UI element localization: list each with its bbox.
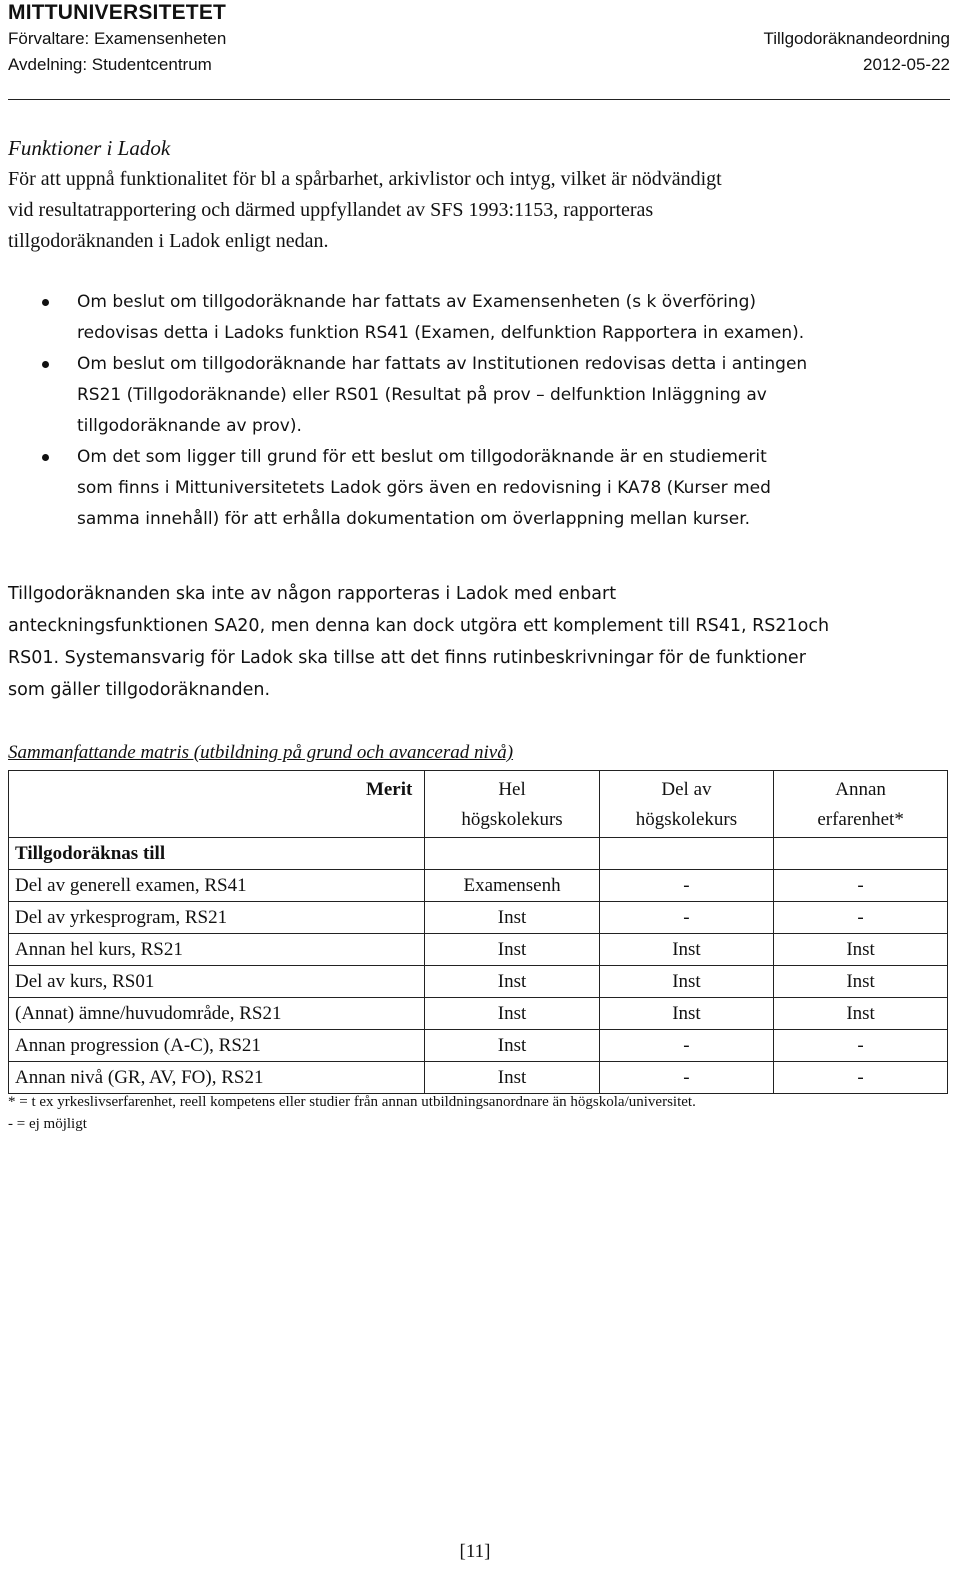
table-cell: Inst xyxy=(425,902,599,934)
table-cell: Del av kurs, RS01 xyxy=(9,966,425,998)
table-row xyxy=(9,998,948,1030)
table-cell: Inst xyxy=(425,998,599,1030)
bullet-line: som finns i Mittuniversitetets Ladok görs även en redovisning i KA78 (Kurser med xyxy=(77,478,771,498)
header-line: Hel xyxy=(498,779,526,800)
bullet-line: Om beslut om tillgodoräknande har fattats av Examensenheten (s k överföring) xyxy=(77,292,757,312)
table-cell: - xyxy=(599,902,773,934)
table-cell xyxy=(599,838,773,870)
header-line: högskolekurs xyxy=(635,809,738,830)
bullet-list xyxy=(40,287,952,535)
bullet-dot-icon xyxy=(42,454,49,461)
bullet-dot-icon xyxy=(42,361,49,368)
table-cell: - xyxy=(774,1030,948,1062)
section-title: Funktioner i Ladok xyxy=(8,136,171,160)
footnote-not-possible: - = ej möjligt xyxy=(8,1116,87,1132)
bullet-line: samma innehåll) för att erhålla dokumentation om överlappning mellan kurser. xyxy=(77,509,751,529)
department-label: Avdelning: Studentcentrum xyxy=(8,55,212,74)
table-cell: Inst xyxy=(599,934,773,966)
reporting-paragraph xyxy=(8,578,952,706)
table-cell: - xyxy=(599,870,773,902)
table-cell: Inst xyxy=(599,998,773,1030)
intro-line: För att uppnå funktionalitet för bl a spårbarhet, arkivlistor och intyg, vilket är nödvändigt xyxy=(8,168,722,190)
table-row xyxy=(9,1062,948,1094)
table-cell: Annan progression (A-C), RS21 xyxy=(9,1030,425,1062)
bullet-line: RS21 (Tillgodoräknande) eller RS01 (Resultat på prov – delfunktion Inläggning av xyxy=(77,385,767,405)
table-cell: - xyxy=(774,1062,948,1094)
table-cell: Inst xyxy=(425,1030,599,1062)
header-other-experience xyxy=(774,771,948,838)
page-number: [11] xyxy=(459,1541,491,1562)
header-line: Annan xyxy=(835,779,886,800)
intro-line: tillgodoräknanden i Ladok enligt nedan. xyxy=(8,230,329,252)
table-cell: Inst xyxy=(599,966,773,998)
paragraph-line: RS01. Systemansvarig för Ladok ska tillse att det finns rutinbeskrivningar för de funktioner xyxy=(8,648,806,668)
header-whole-course xyxy=(425,771,599,838)
header-line: Del av xyxy=(661,779,712,800)
paragraph-line: Tillgodoräknanden ska inte av någon rapporteras i Ladok med enbart xyxy=(8,584,617,604)
table-row xyxy=(9,902,948,934)
header-part-course xyxy=(599,771,773,838)
intro-line: vid resultatrapportering och därmed uppfyllandet av SFS 1993:1153, rapporteras xyxy=(8,199,654,221)
intro-paragraph xyxy=(8,164,948,257)
bullet-line: Om beslut om tillgodoräknande har fattats av Institutionen redovisas detta i antingen xyxy=(77,354,808,374)
footnote-other-experience: * = t ex yrkeslivserfarenhet, reell kompetens eller studier från annan utbildningsanordnare än högskola/universitet. xyxy=(8,1094,696,1110)
table-cell: Inst xyxy=(774,934,948,966)
summary-matrix-table xyxy=(8,770,948,1094)
table-cell xyxy=(425,838,599,870)
table-cell: - xyxy=(599,1062,773,1094)
document-date: 2012-05-22 xyxy=(863,55,950,74)
bullet-item xyxy=(40,349,952,442)
table-cell: Inst xyxy=(425,966,599,998)
table-cell: (Annat) ämne/huvudområde, RS21 xyxy=(9,998,425,1030)
table-cell: Examensenh xyxy=(425,870,599,902)
table-cell: Annan nivå (GR, AV, FO), RS21 xyxy=(9,1062,425,1094)
table-cell xyxy=(774,838,948,870)
organization-name: MITTUNIVERSITETET xyxy=(8,1,227,24)
table-header-row xyxy=(9,771,948,838)
subheader-credited-to: Tillgodoräknas till xyxy=(9,838,425,870)
table-row xyxy=(9,934,948,966)
bullet-item xyxy=(40,442,952,535)
table-cell: Inst xyxy=(425,934,599,966)
table-subheader-row xyxy=(9,838,948,870)
header-merit: Merit xyxy=(9,771,425,838)
table-row xyxy=(9,870,948,902)
table-cell: Inst xyxy=(774,998,948,1030)
header-divider xyxy=(8,99,950,100)
table-cell: Inst xyxy=(774,966,948,998)
table-cell: Inst xyxy=(425,1062,599,1094)
header-line: erfarenhet* xyxy=(817,809,904,830)
bullet-line: tillgodoräknande av prov). xyxy=(77,416,302,436)
bullet-dot-icon xyxy=(42,299,49,306)
table-cell: Del av generell examen, RS41 xyxy=(9,870,425,902)
table-cell: - xyxy=(599,1030,773,1062)
table-row xyxy=(9,1030,948,1062)
table-cell: Annan hel kurs, RS21 xyxy=(9,934,425,966)
table-cell: - xyxy=(774,902,948,934)
bullet-line: redovisas detta i Ladoks funktion RS41 (Examen, delfunktion Rapportera in examen). xyxy=(77,323,805,343)
bullet-item xyxy=(40,287,952,349)
header-line: högskolekurs xyxy=(461,809,563,830)
paragraph-line: anteckningsfunktionen SA20, men denna kan dock utgöra ett komplement till RS41, RS21och xyxy=(8,616,830,636)
manager-label: Förvaltare: Examensenheten xyxy=(8,29,227,48)
document-title: Tillgodoräknandeordning xyxy=(763,29,950,48)
table-cell: - xyxy=(774,870,948,902)
matrix-title: Sammanfattande matris (utbildning på grund och avancerad nivå) xyxy=(8,742,514,763)
bullet-line: Om det som ligger till grund för ett beslut om tillgodoräknande är en studiemerit xyxy=(77,447,767,467)
table-cell: Del av yrkesprogram, RS21 xyxy=(9,902,425,934)
table-row xyxy=(9,966,948,998)
paragraph-line: som gäller tillgodoräknanden. xyxy=(8,680,271,700)
